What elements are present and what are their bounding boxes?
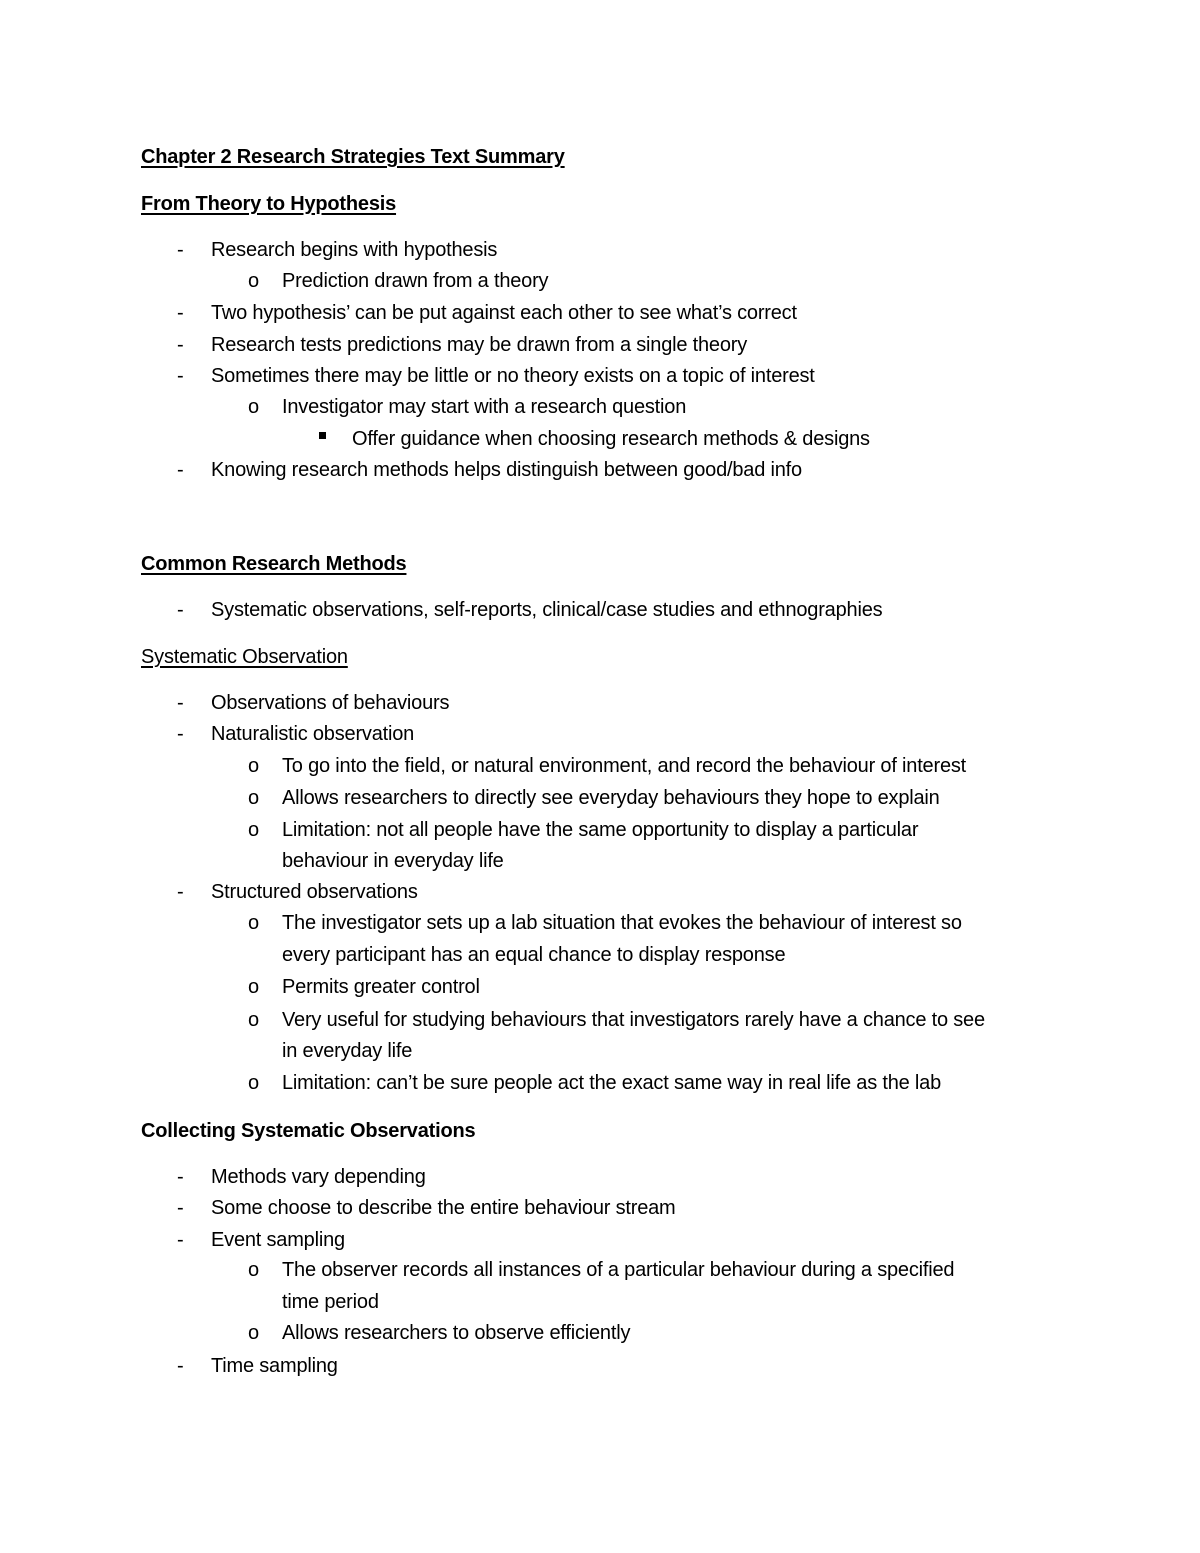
list-item: Research tests predictions may be drawn from a single theory xyxy=(211,334,748,356)
list-item: Very useful for studying behaviours that investigators rarely have a chance to see xyxy=(282,1009,985,1031)
heading-systematic-observation: Systematic Observation xyxy=(141,646,348,668)
dash-bullet: - xyxy=(177,365,184,387)
circle-bullet: o xyxy=(248,912,260,934)
list-item: Two hypothesis’ can be put against each other to see what’s correct xyxy=(211,302,797,324)
list-item: Sometimes there may be little or no theory exists on a topic of interest xyxy=(211,365,815,387)
circle-bullet: o xyxy=(248,1009,260,1031)
list-item: Event sampling xyxy=(211,1229,345,1251)
list-item: Structured observations xyxy=(211,881,418,903)
dash-bullet: - xyxy=(177,723,184,745)
list-item-continuation: behaviour in everyday life xyxy=(282,850,504,872)
list-item: Allows researchers to directly see everyday behaviours they hope to explain xyxy=(282,787,940,809)
circle-bullet: o xyxy=(248,396,260,418)
circle-bullet: o xyxy=(248,819,260,841)
document-title: Chapter 2 Research Strategies Text Summary xyxy=(141,146,565,168)
list-item: The investigator sets up a lab situation that evokes the behaviour of interest so xyxy=(282,912,962,934)
circle-bullet: o xyxy=(248,976,260,998)
list-item: Allows researchers to observe efficiently xyxy=(282,1322,631,1344)
heading-theory-to-hypothesis: From Theory to Hypothesis xyxy=(141,193,397,215)
circle-bullet: o xyxy=(248,755,260,777)
list-item-continuation: in everyday life xyxy=(282,1040,413,1062)
list-item: Prediction drawn from a theory xyxy=(282,270,549,292)
dash-bullet: - xyxy=(177,1197,184,1219)
list-item: Permits greater control xyxy=(282,976,480,998)
list-item: Methods vary depending xyxy=(211,1166,426,1188)
dash-bullet: - xyxy=(177,302,184,324)
list-item: Observations of behaviours xyxy=(211,692,450,714)
dash-bullet: - xyxy=(177,334,184,356)
list-item: Research begins with hypothesis xyxy=(211,239,498,261)
list-item: Some choose to describe the entire behaviour stream xyxy=(211,1197,676,1219)
heading-common-research-methods: Common Research Methods xyxy=(141,553,407,575)
circle-bullet: o xyxy=(248,1322,260,1344)
list-item: Investigator may start with a research question xyxy=(282,396,687,418)
list-item: Naturalistic observation xyxy=(211,723,415,745)
heading-collecting-observations: Collecting Systematic Observations xyxy=(141,1120,476,1142)
list-item: Systematic observations, self-reports, clinical/case studies and ethnographies xyxy=(211,599,883,621)
list-item: Time sampling xyxy=(211,1355,338,1377)
dash-bullet: - xyxy=(177,1355,184,1377)
list-item: The observer records all instances of a particular behaviour during a specified xyxy=(282,1259,955,1281)
list-item: Offer guidance when choosing research methods & designs xyxy=(352,428,870,450)
square-bullet-icon xyxy=(319,432,326,439)
list-item: Limitation: can’t be sure people act the exact same way in real life as the lab xyxy=(282,1072,942,1094)
circle-bullet: o xyxy=(248,787,260,809)
dash-bullet: - xyxy=(177,881,184,903)
list-item: To go into the field, or natural environment, and record the behaviour of interest xyxy=(282,755,967,777)
dash-bullet: - xyxy=(177,692,184,714)
list-item: Limitation: not all people have the same opportunity to display a particular xyxy=(282,819,919,841)
list-item: Knowing research methods helps distinguish between good/bad info xyxy=(211,459,802,481)
circle-bullet: o xyxy=(248,1072,260,1094)
circle-bullet: o xyxy=(248,270,260,292)
dash-bullet: - xyxy=(177,239,184,261)
dash-bullet: - xyxy=(177,599,184,621)
list-item-continuation: time period xyxy=(282,1291,379,1313)
circle-bullet: o xyxy=(248,1259,260,1281)
list-item-continuation: every participant has an equal chance to display response xyxy=(282,944,786,966)
dash-bullet: - xyxy=(177,459,184,481)
dash-bullet: - xyxy=(177,1166,184,1188)
dash-bullet: - xyxy=(177,1229,184,1251)
